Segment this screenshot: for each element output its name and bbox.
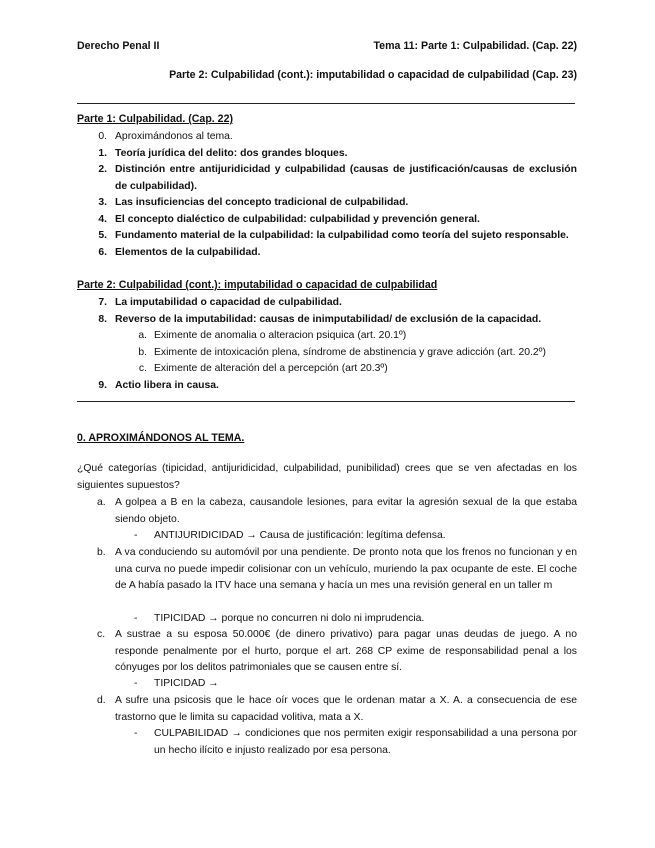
header-topic-part2: Parte 2: Culpabilidad (cont.): imputabilidad o capacidad de culpabilidad (Cap. 23) xyxy=(169,69,577,81)
part1-title: Parte 1: Culpabilidad. (Cap. 22) xyxy=(77,113,233,125)
header-topic: Tema 11: Parte 1: Culpabilidad. (Cap. 22) xyxy=(373,40,577,52)
part2-title: Parte 2: Culpabilidad (cont.): imputabilidad o capacidad de culpabilidad xyxy=(77,279,438,291)
separator-line xyxy=(77,103,575,104)
section-title: 0. APROXIMÁNDONOS AL TEMA. xyxy=(77,432,245,444)
question-paragraph: ¿Qué categorías (tipicidad, antijuridicidad, culpabilidad, punibilidad) crees que se ven afectadas en los siguientes supuestos? xyxy=(77,463,577,491)
separator-line xyxy=(77,401,575,402)
header-course: Derecho Penal II xyxy=(77,40,160,52)
